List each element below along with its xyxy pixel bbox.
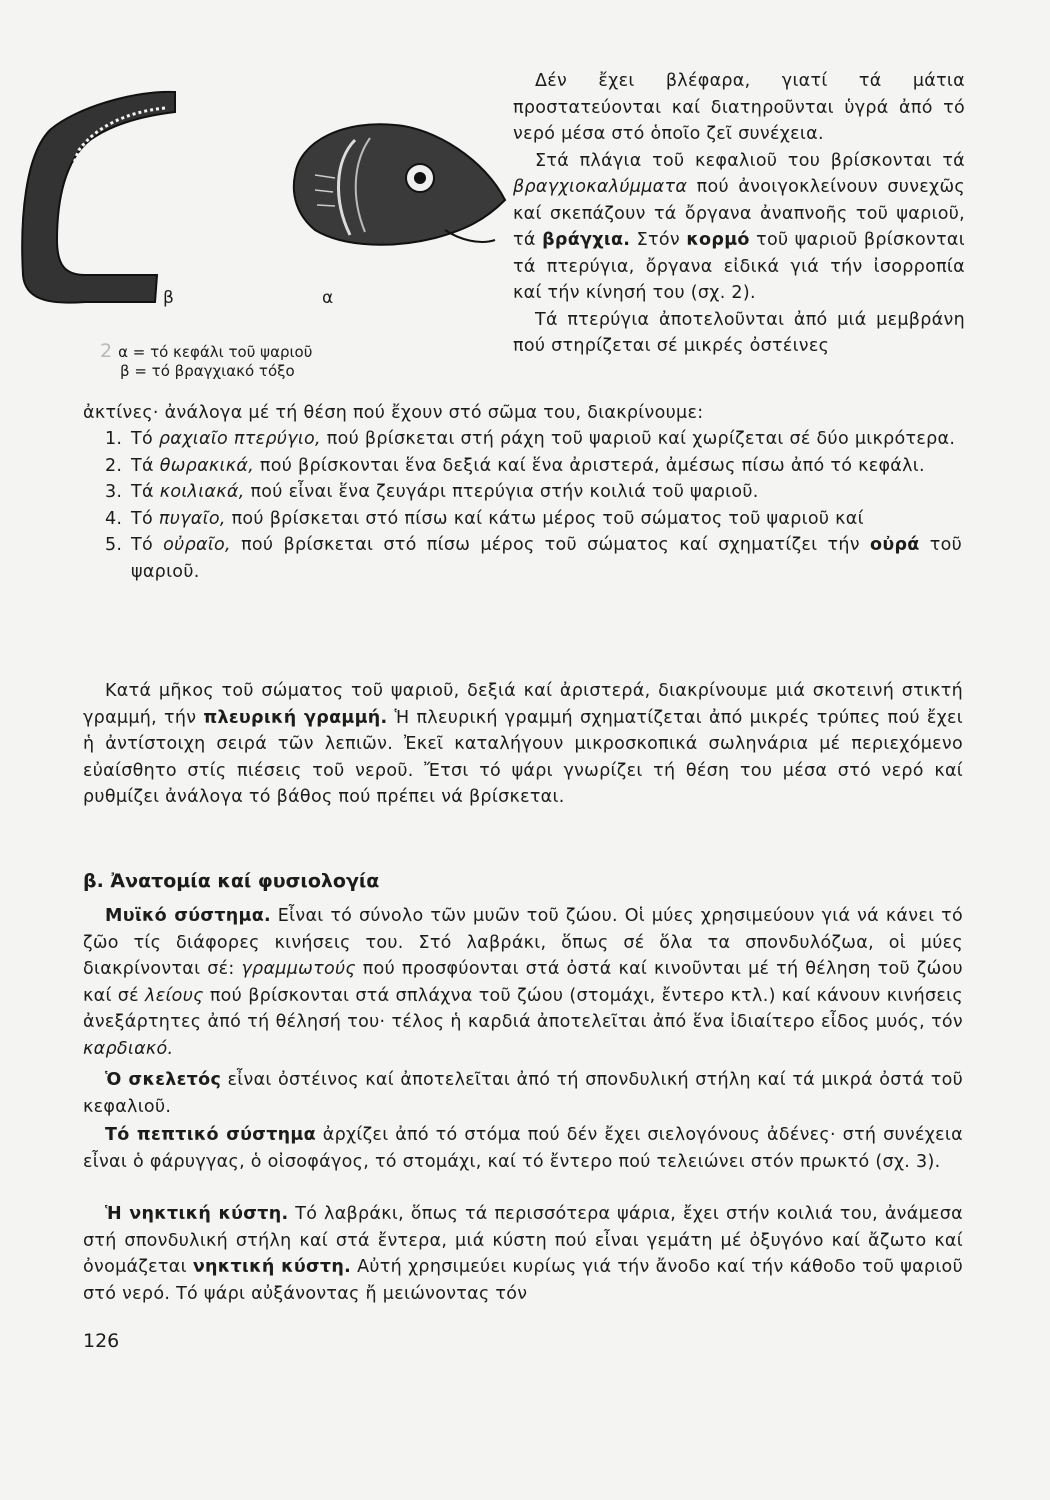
muscular-system-paragraph: Μυϊκό σύστημα. Εἶναι τό σύνολο τῶν μυῶν τοῦ ζώου. Οἱ μύες χρησιμεύουν γιά νά κάνει τό ζῶο τίς διάφορες κινήσεις του. Στό λαβράκι, ὅπως σέ ὅλα τα σπονδυλόζωα, οἱ μύες διακρίνονται σέ: γραμμωτούς πού προσφύονται στά ὀστά καί κινοῦνται μέ τή θέληση τοῦ ζώου καί σέ λείους πού βρίσκονται στά σπλάχνα τοῦ ζώου (στομάχι, ἔντερο κτλ.) καί κάνουν κινήσεις ἀνεξάρτητες ἀπό τή θέλησή του· τέλος ἡ καρδιά ἀποτελεῖται ἀπό ἕνα ἰδιαίτερο εἶδος μυός, τόν καρδιακό. bbox=[83, 906, 963, 1059]
fins-list bbox=[105, 426, 962, 585]
list-item: 1. Τό ραχιαῖο πτερύγιο, πού βρίσκεται στή ράχη τοῦ ψαριοῦ καί χωρίζεται σέ δύο μικρότερα. bbox=[105, 429, 956, 449]
digestive-system-paragraph: Τό πεπτικό σύστημα ἀρχίζει ἀπό τό στόμα πού δέν ἔχει σιελογόνους ἀδένες· στή συνέχεια εἶναι ὁ φάρυγγας, ὁ οἰσοφάγος, τό στομάχι, καί τό ἔντερο πού τελειώνει στόν πρωκτό (σχ. 3). bbox=[83, 1125, 963, 1172]
caption-line-2: β = τό βραγχιακό τόξο bbox=[120, 362, 295, 380]
fish-head-illustration bbox=[294, 124, 505, 244]
figure-label-beta: β bbox=[163, 288, 174, 308]
gills-paragraph: Στά πλάγια τοῦ κεφαλιοῦ του βρίσκονται τά βραγχιοκαλύμματα πού ἀνοιγοκλείνουν συνεχῶς καί σκεπάζουν τά ὄργανα ἀναπνοῆς τοῦ ψαριοῦ, τά βράγχια. Στόν κορμό τοῦ ψαριοῦ βρίσκονται τά πτερύγια, ὄργανα εἰδικά γιά τήν ἰσορροπία καί τήν κίνησή του (σχ. 2). bbox=[513, 150, 965, 303]
figure-label-alpha: α bbox=[322, 288, 334, 308]
list-item: 3. Τά κοιλιακά, πού εἶναι ἕνα ζευγάρι πτερύγια στήν κοιλιά τοῦ ψαριοῦ. bbox=[105, 482, 759, 502]
eyelids-paragraph: Δέν ἔχει βλέφαρα, γιατί τά μάτια προστατεύονται καί διατηροῦνται ὑγρά ἀπό τό νερό μέσα στό ὁποῖο ζεῖ συνέχεια. bbox=[513, 71, 965, 144]
fins-paragraph-start: Τά πτερύγια ἀποτελοῦνται ἀπό μιά μεμβράνη πού στηρίζεται σέ μικρές ὀστέινες bbox=[513, 309, 965, 356]
list-item: 2. Τά θωρακικά, πού βρίσκονται ἕνα δεξιά καί ἕνα ἀριστερά, ἀμέσως πίσω ἀπό τό κεφάλι. bbox=[105, 455, 925, 476]
lateral-line-paragraph: Κατά μῆκος τοῦ σώματος τοῦ ψαριοῦ, δεξιά καί ἀριστερά, διακρίνουμε μιά σκοτεινή στικτή γραμμή, τήν πλευρική γραμμή. Ἡ πλευρική γραμμή σχηματίζεται ἀπό μικρές τρύπες πού ἔχει ἡ ἀντίστοιχη σειρά τῶν λεπιῶν. Ἐκεῖ καταλήγουν μικροσκοπικά σωληνάρια μέ περιεχόμενο εὐαίσθητο στίς πιέσεις τοῦ νεροῦ. Ἔτσι τό ψάρι γνωρίζει τή θέση του μέσα στό νερό καί ρυθμίζει ἀνάλογα τό βάθος πού πρέπει νά βρίσκεται. bbox=[83, 681, 964, 807]
figure bbox=[15, 80, 515, 320]
swim-bladder-paragraph: Ἡ νηκτική κύστη. Τό λαβράκι, ὅπως τά περισσότερα ψάρια, ἔχει στήν κοιλιά του, ἀνάμεσα στή σπονδυλική στήλη καί στά ἔντερα, μιά κύστη πού εἶναι γεμάτη μέ ὀξυγόνο καί ἄζωτο καί ὀνομάζεται νηκτική κύστη. Αὐτή χρησιμεύει κυρίως γιά τήν ἄνοδο καί τήν κάθοδο τοῦ ψαριοῦ στό νερό. Τό ψάρι αὐξάνοντας ἤ μειώνοντας τόν bbox=[83, 1204, 963, 1304]
gill-arch-illustration bbox=[15, 80, 515, 320]
gill-arch-shape bbox=[22, 92, 175, 303]
caption-number: 2 bbox=[100, 340, 113, 362]
list-item: 5. Τό οὐραῖο, πού βρίσκεται στό πίσω μέρος τοῦ σώματος καί σχηματίζει τήν οὐρά τοῦ ψαριοῦ. bbox=[105, 535, 963, 582]
figure-caption bbox=[100, 342, 312, 381]
list-item: 4. Τό πυγαῖο, πού βρίσκεται στό πίσω καί κάτω μέρος τοῦ σώματος τοῦ ψαριοῦ καί bbox=[105, 508, 864, 529]
right-column-text bbox=[513, 68, 965, 360]
caption-line-1: α = τό κεφάλι τοῦ ψαριοῦ bbox=[118, 343, 313, 361]
fins-intro: ἀκτίνες· ἀνάλογα μέ τή θέση πού ἔχουν στό σῶμα του, διακρίνουμε: bbox=[83, 403, 704, 423]
page-number: 126 bbox=[83, 1330, 120, 1352]
skeleton-paragraph: Ὁ σκελετός εἶναι ὀστέινος καί ἀποτελεῖται ἀπό τή σπονδυλική στήλη καί τά μικρά ὀστά τοῦ κεφαλιοῦ. bbox=[83, 1070, 964, 1117]
section-heading: β. Ἀνατομία καί φυσιολογία bbox=[83, 870, 380, 892]
